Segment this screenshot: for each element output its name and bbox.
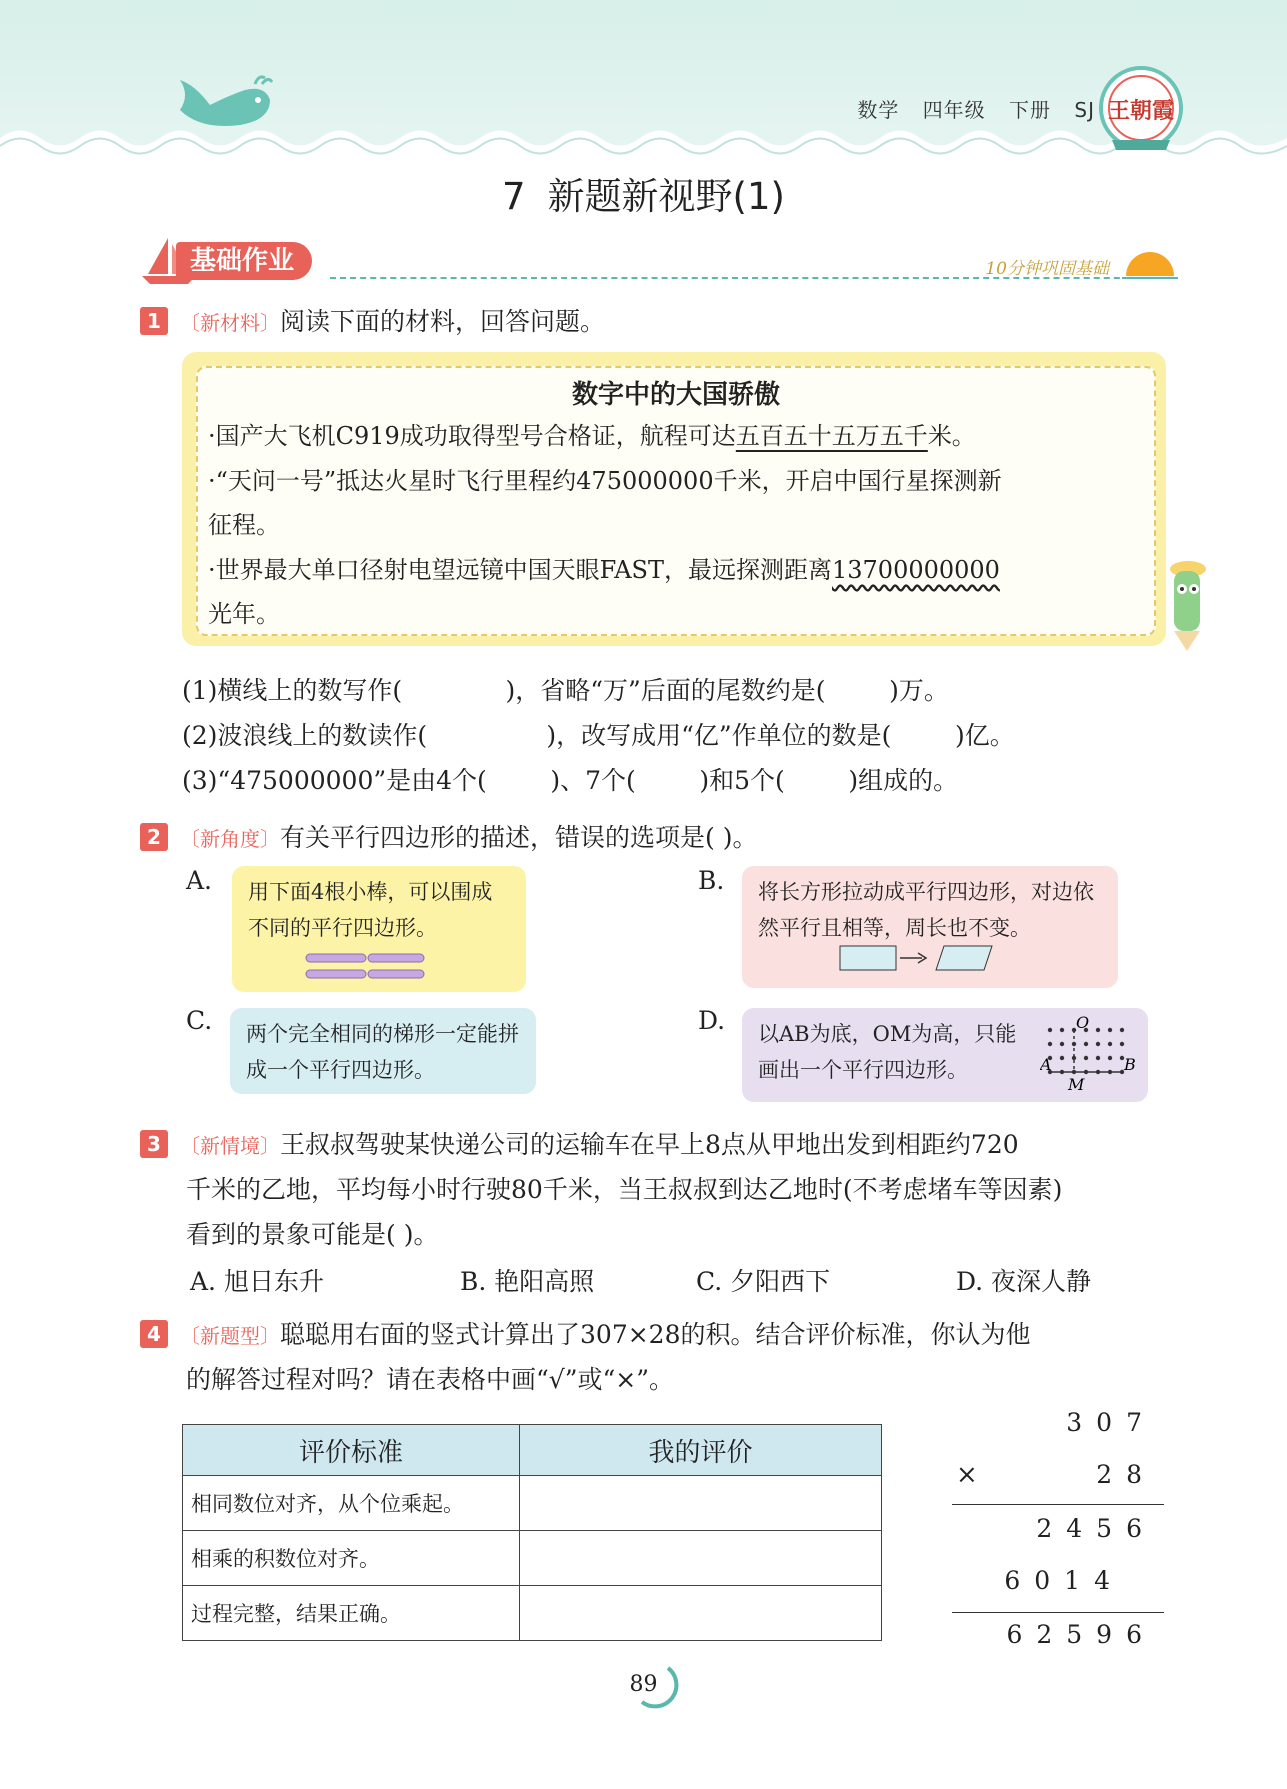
question-text: 聪聪用右面的竖式计算出了307×28的积。结合评价标准，你认为他 xyxy=(280,1320,1031,1349)
lesson-number: 7 xyxy=(502,175,526,218)
underlined-number: 五百五十五万五千 xyxy=(735,422,928,450)
svg-text:王朝霞: 王朝霞 xyxy=(1107,98,1175,124)
table-row xyxy=(183,1531,882,1586)
evaluation-table xyxy=(182,1424,882,1641)
table-row xyxy=(183,1586,882,1641)
question-3-line-2: 千米的乙地，平均每小时行驶80千米，当王叔叔到达乙地时(不考虑堵车等因素) xyxy=(186,1175,1063,1204)
grade-label: 四年级 xyxy=(922,98,986,122)
point-label-b: B xyxy=(1124,1055,1136,1074)
whale-icon xyxy=(170,70,280,140)
evaluation-cell[interactable] xyxy=(520,1586,882,1641)
question-tag: 〔新材料〕 xyxy=(180,311,280,335)
material-line-2: ·“天问一号”抵达火星时飞行里程约475000000千米，开启中国行星探测新 xyxy=(208,467,1002,495)
question-tag: 〔新角度〕 xyxy=(180,827,280,851)
publisher-logo xyxy=(1098,60,1184,152)
criterion-cell: 过程完整，结果正确。 xyxy=(183,1586,520,1641)
evaluation-cell[interactable] xyxy=(520,1531,882,1586)
point-label-a: A xyxy=(1040,1055,1052,1074)
sub-question-1: (1)横线上的数写作( )，省略“万”后面的尾数约是( )万。 xyxy=(182,676,949,705)
question-text: 有关平行四边形的描述，错误的选项是( )。 xyxy=(280,823,758,852)
material-text: 米。 xyxy=(927,422,976,450)
question-number: 1 xyxy=(140,307,168,335)
calc-partial-1: 2456 xyxy=(1036,1514,1156,1543)
criterion-cell: 相同数位对齐，从个位乘起。 xyxy=(183,1476,520,1531)
table-header: 我的评价 xyxy=(520,1425,882,1476)
option-b-text: 将长方形拉动成平行四边形，对边依然平行且相等，周长也不变。 xyxy=(758,880,1094,940)
section-label: 基础作业 xyxy=(176,242,312,280)
sub-question-3: (3)“475000000”是由4个( )、7个( )和5个( )组成的。 xyxy=(182,766,959,795)
rectangle-to-parallelogram-icon xyxy=(838,942,994,974)
question-tag: 〔新情境〕 xyxy=(180,1134,280,1158)
page-number: 89 xyxy=(629,1672,658,1697)
calc-partial-2: 6014 xyxy=(1004,1566,1124,1595)
header-meta xyxy=(841,94,1095,123)
page-title xyxy=(0,166,1287,220)
question-4-line-1 xyxy=(180,1312,1030,1359)
lesson-title: 新题新视野(1) xyxy=(547,175,785,218)
option-c-text: 两个完全相同的梯形一定能拼成一个平行四边形。 xyxy=(246,1022,519,1082)
question-tag: 〔新题型〕 xyxy=(180,1324,280,1348)
option-d-letter: D. xyxy=(698,1006,726,1035)
question-3-line-1 xyxy=(180,1122,1019,1169)
material-text: ·世界最大单口径射电望远镜中国天眼FAST，最远探测距离 xyxy=(208,556,832,584)
calc-operator: × xyxy=(956,1460,978,1490)
option-a-text: 用下面4根小棒，可以围成不同的平行四边形。 xyxy=(248,880,493,940)
subject-label: 数学 xyxy=(857,98,900,122)
sunset-icon xyxy=(1122,248,1178,280)
point-label-m: M xyxy=(1068,1075,1085,1094)
question-1-prompt xyxy=(180,299,605,346)
choice-a: A. 旭日东升 xyxy=(190,1267,324,1296)
sub-question-2: (2)波浪线上的数读作( )，改写成用“亿”作单位的数是( )亿。 xyxy=(182,721,1015,750)
question-number: 3 xyxy=(140,1130,168,1158)
option-a-letter: A. xyxy=(186,866,213,895)
question-text: 王叔叔驾驶某快递公司的运输车在早上8点从甲地出发到相距约720 xyxy=(280,1130,1019,1159)
material-title: 数字中的大国骄傲 xyxy=(571,380,780,410)
pencil-mascot-icon xyxy=(1160,555,1212,655)
choice-b: B. 艳阳高照 xyxy=(460,1267,595,1296)
volume-label: 下册 xyxy=(1009,98,1052,122)
material-text: ·国产大飞机C919成功取得型号合格证，航程可达 xyxy=(208,422,736,450)
question-text: 阅读下面的材料，回答问题。 xyxy=(280,307,606,336)
edition-label: SJ xyxy=(1074,98,1095,122)
dot-grid-diagram xyxy=(1040,1016,1140,1094)
calc-line-1 xyxy=(952,1504,1164,1505)
table-row xyxy=(183,1476,882,1531)
question-2-prompt xyxy=(180,815,757,862)
calc-multiplier: 28 xyxy=(1096,1460,1156,1489)
point-label-o: O xyxy=(1076,1016,1090,1032)
option-c-box xyxy=(230,1008,536,1094)
material-line-2b: 征程。 xyxy=(208,511,280,539)
evaluation-cell[interactable] xyxy=(520,1476,882,1531)
criterion-cell: 相乘的积数位对齐。 xyxy=(183,1531,520,1586)
calc-line-2 xyxy=(952,1612,1164,1613)
question-3-line-3: 看到的景象可能是( )。 xyxy=(186,1220,439,1249)
choice-c: C. 夕阳西下 xyxy=(696,1267,831,1296)
sticks-icon xyxy=(304,950,428,982)
option-b-letter: B. xyxy=(698,866,725,895)
option-c-letter: C. xyxy=(186,1006,213,1035)
material-line-3b: 光年。 xyxy=(208,600,280,628)
question-number: 4 xyxy=(140,1320,168,1348)
table-header-row xyxy=(183,1425,882,1476)
question-4-line-2: 的解答过程对吗？请在表格中画“√”或“×”。 xyxy=(186,1365,675,1394)
choice-d: D. 夜深人静 xyxy=(956,1267,1092,1296)
option-d-text: 以AB为底，OM为高，只能画出一个平行四边形。 xyxy=(758,1022,1017,1082)
material-line-3 xyxy=(208,548,1148,592)
section-note: 10分钟巩固基础 xyxy=(985,259,1109,279)
calc-multiplicand: 307 xyxy=(1066,1408,1156,1437)
wavy-number: 13700000000 xyxy=(831,556,1000,584)
question-number: 2 xyxy=(140,823,168,851)
table-header: 评价标准 xyxy=(183,1425,520,1476)
calc-result: 62596 xyxy=(1006,1620,1156,1649)
material-line-1 xyxy=(208,414,1148,458)
